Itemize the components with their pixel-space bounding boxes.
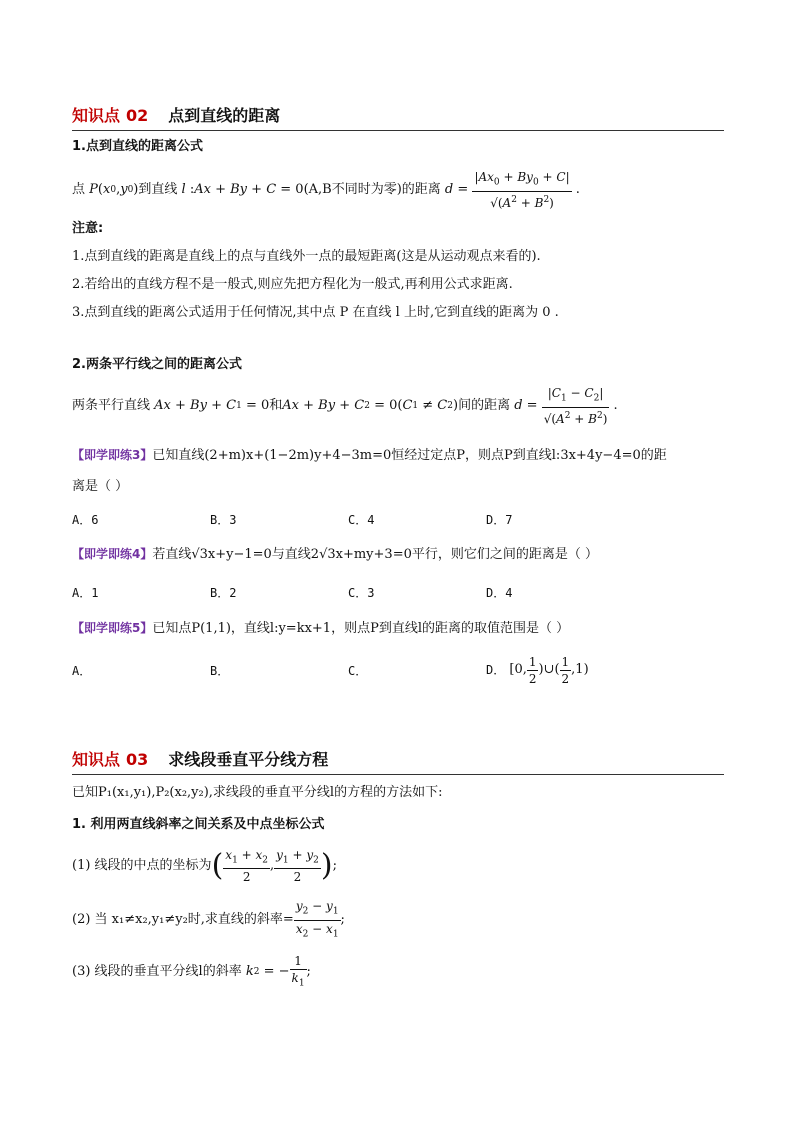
- exercise-4-option-d[interactable]: D．4: [486, 586, 513, 600]
- note-2: 2.若给出的直线方程不是一般式,则应先把方程化为一般式,再利用公式求距离.: [72, 277, 513, 292]
- formula-parallel-lines: 两条平行直线 Ax + By + C 1 = 0 和 Ax + By + C 2 = 0( C 1 ≠ C 2 ) 间的距离 d = $\frac{|C_1 - C_2|}{√(A^2 + B^2)}$ .: [72, 386, 618, 426]
- exercise-5-option-c[interactable]: C．: [348, 664, 368, 678]
- exercise-3-option-c[interactable]: C．4: [348, 513, 375, 527]
- note-title: 注意:: [72, 221, 104, 236]
- formula-point-line: 点 P ( x 0 , y 0 ) 到直线 l : Ax + By + C = 0 (A,B不同时为零)的距离 d = $\frac{|Ax_0 + By_0 + C|}{√(A^2 + B^2)}$ .: [72, 170, 580, 210]
- exercise-3-option-b[interactable]: B．3: [210, 513, 237, 527]
- formula1-cond: (A,B不同时为零)的距离: [303, 182, 441, 197]
- subheading-parallel-distance: 2.两条平行线之间的距离公式: [72, 357, 242, 372]
- section-number: 03: [126, 750, 149, 769]
- step-3: (3) 线段的垂直平分线l的斜率 k 2 = − $\frac{1}{k_1}$ ;: [72, 950, 311, 994]
- formula2-mid: 间的距离: [458, 398, 511, 413]
- exercise-3-text: 已知直线(2+m)x+(1−2m)y+4−3m=0恒经过定点P，则点P到直线l:3x+4y−4=0的距: [152, 448, 667, 463]
- section-number: 02: [126, 106, 149, 125]
- formula1-pre: 点: [72, 182, 86, 197]
- exercise-3-option-d[interactable]: D．7: [486, 513, 513, 527]
- exercise-4-option-a[interactable]: A．1: [72, 586, 99, 600]
- distance-fraction: $\frac{|Ax_0 + By_0 + C|}{√(A^2 + B^2)}$: [474, 170, 570, 210]
- perpendicular-slope-fraction: $\frac{1}{k_1}$: [291, 953, 305, 989]
- midpoint-x-fraction: $\frac{x_1 + x_2}{2}$: [225, 847, 268, 885]
- exercise-5-option-d-row[interactable]: D． [0, $\frac{1}{2}$ )∪( $\frac{1}{2}$ ,1): [486, 654, 589, 686]
- option-d-frac-1: $\frac{1}{2}$: [528, 654, 537, 686]
- step-1: (1) 线段的中点的坐标为 ( $\frac{x_1 + x_2}{2}$ , $\frac{y_1 + y_2}{2}$ ) ;: [72, 847, 337, 885]
- step-3-text: (3) 线段的垂直平分线l的斜率: [72, 964, 242, 979]
- exercise-5-option-a[interactable]: A．: [72, 664, 92, 678]
- exercise-3-tag: 【即学即练3】: [72, 448, 153, 462]
- exercise-4-text: 若直线√3x+y−1=0与直线2√3x+my+3=0平行，则它们之间的距离是（ ）: [152, 547, 598, 562]
- step-2-text: (2) 当 x₁≠x₂,y₁≠y₂时,求直线的斜率=: [72, 912, 294, 927]
- formula2-and: 和: [269, 398, 283, 413]
- section-3-intro: 已知P₁(x₁,y₁),P₂(x₂,y₂),求线段的垂直平分线l的方程的方法如下:: [72, 785, 443, 800]
- section-03-header: [72, 748, 724, 775]
- subheading-method-1: 1. 利用两直线斜率之间关系及中点坐标公式: [72, 817, 325, 832]
- exercise-3-option-a[interactable]: A．6: [72, 513, 99, 527]
- midpoint-y-fraction: $\frac{y_1 + y_2}{2}$: [276, 847, 319, 885]
- subheading-point-line-distance: 1.点到直线的距离公式: [72, 139, 203, 154]
- exercise-5-text: 已知点P(1,1)，直线l:y=kx+1，则点P到直线l的距离的取值范围是（ ）: [152, 621, 570, 636]
- exercise-5-option-d: D．: [486, 663, 506, 677]
- parallel-distance-fraction: $\frac{|C_1 - C_2|}{√(A^2 + B^2)}$: [543, 386, 608, 426]
- section-title: 点到直线的距离: [168, 106, 281, 125]
- exercise-5-tag: 【即学即练5】: [72, 621, 153, 635]
- exercise-4-tag: 【即学即练4】: [72, 547, 153, 561]
- option-d-frac-2: $\frac{1}{2}$: [561, 654, 570, 686]
- exercise-4: [72, 545, 598, 564]
- slope-fraction: $\frac{y_2 - y_1}{x_2 - x_1}$: [295, 899, 339, 939]
- exercise-4-option-b[interactable]: B．2: [210, 586, 237, 600]
- section-02-header: [72, 104, 724, 131]
- step-1-text: (1) 线段的中点的坐标为: [72, 858, 212, 873]
- formula1-mid: 到直线: [138, 182, 178, 197]
- formula2-pre: 两条平行直线: [72, 398, 151, 413]
- note-3: 3.点到直线的距离公式适用于任何情况,其中点 P 在直线 l 上时,它到直线的距离为 0 .: [72, 305, 559, 320]
- exercise-4-option-c[interactable]: C．3: [348, 586, 375, 600]
- section-kp-label: 知识点: [72, 106, 121, 125]
- exercise-3: [72, 446, 667, 465]
- exercise-3-text-cont: 离是（ ）: [72, 479, 129, 494]
- step-2: (2) 当 x₁≠x₂,y₁≠y₂时,求直线的斜率= $\frac{y_2 - y_1}{x_2 - x_1}$ ;: [72, 898, 345, 942]
- exercise-5-option-b[interactable]: B．: [210, 664, 230, 678]
- section-title: 求线段垂直平分线方程: [168, 750, 329, 769]
- exercise-5: [72, 619, 569, 638]
- section-kp-label: 知识点: [72, 750, 121, 769]
- note-1: 1.点到直线的距离是直线上的点与直线外一点的最短距离(这是从运动观点来看的).: [72, 249, 541, 264]
